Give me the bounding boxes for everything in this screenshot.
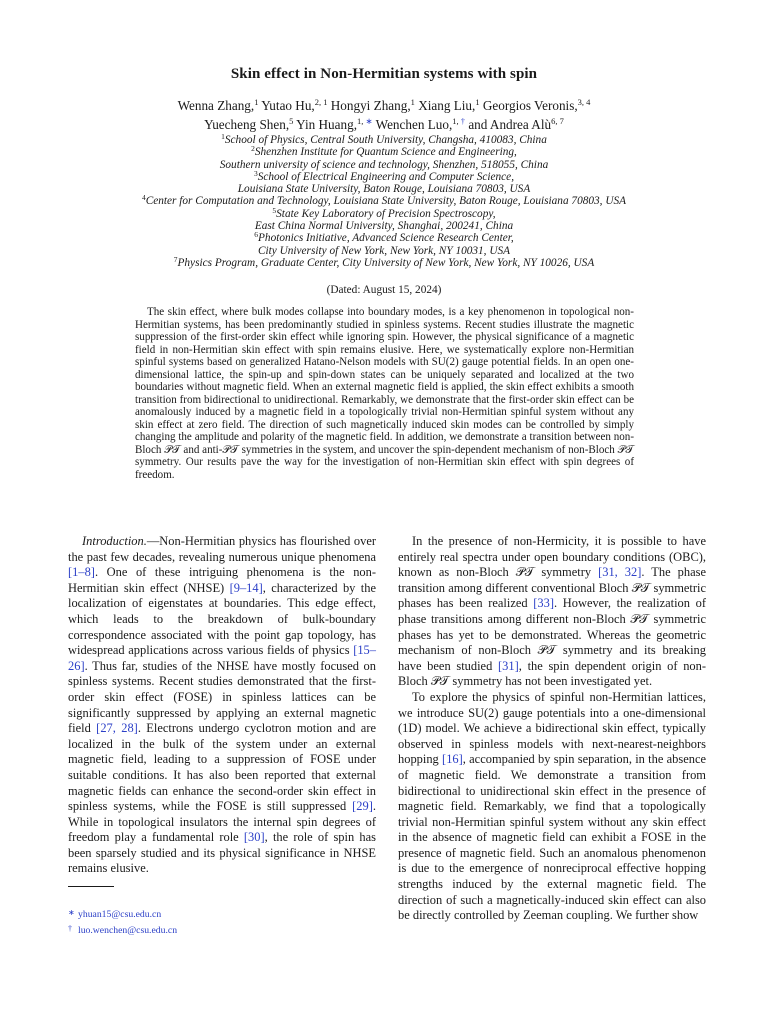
author-affiliation-mark: 1 bbox=[254, 97, 259, 107]
affiliation-text: School of Physics, Central South University, Changsha, 410083, China bbox=[224, 134, 547, 146]
footnote-email-link[interactable]: yhuan15@csu.edu.cn bbox=[78, 909, 162, 920]
citation-link[interactable]: [16] bbox=[442, 752, 463, 767]
affiliation-number: 6 bbox=[254, 230, 259, 240]
right-paragraph-1 bbox=[398, 534, 706, 690]
footnote-item bbox=[68, 922, 368, 938]
body-text: . The phase transition among different conventional Bloch 𝒫𝒯 symmetric phases has been realized bbox=[398, 565, 706, 611]
abstract bbox=[135, 306, 634, 481]
citation-link[interactable]: [9–14] bbox=[229, 580, 263, 595]
footnote-mark: † bbox=[68, 923, 72, 933]
body-text: . One of these intriguing phenomena is the non-Hermitian skin effect (NHSE) bbox=[68, 565, 376, 595]
affiliation-text: Shenzhen Institute for Quantum Science and Engineering, bbox=[254, 146, 517, 159]
right-paragraph-2 bbox=[398, 690, 706, 924]
affiliation-number: 3 bbox=[253, 168, 258, 178]
body-text: , the role of spin has been sparsely studied and its physical significance in NHSE remains elusive. bbox=[68, 830, 376, 876]
affiliation-text: Southern university of science and technology, Shenzhen, 518055, China bbox=[219, 158, 549, 171]
author-affiliation-mark: 1, † bbox=[452, 116, 466, 126]
affiliation-text: Center for Computation and Technology, Louisiana State University, Baton Rouge, Louisiana 70803, USA bbox=[145, 195, 627, 208]
affiliation-number: 1 bbox=[221, 132, 225, 141]
body-text: , the spin dependent origin of non-Bloch 𝒫𝒯 symmetry has not been investigated yet. bbox=[398, 658, 707, 689]
author-line-1 bbox=[40, 96, 728, 115]
affiliation-text: City University of New York, New York, NY 10031, USA bbox=[257, 244, 511, 257]
citation-link[interactable]: [29] bbox=[352, 799, 373, 814]
footnote-rule bbox=[68, 886, 114, 887]
corresponding-mark[interactable]: ∗ bbox=[363, 116, 373, 126]
affiliation-line bbox=[20, 195, 748, 207]
citation-link[interactable]: [1–8] bbox=[68, 565, 95, 580]
author-name: Wenchen Luo, bbox=[372, 117, 453, 132]
author-name: Xiang Liu, bbox=[414, 98, 476, 113]
author-affiliation-mark: 6, 7 bbox=[551, 116, 564, 126]
citation-link[interactable]: [33] bbox=[533, 596, 554, 611]
affiliation-number: 4 bbox=[141, 193, 146, 203]
citation-link[interactable]: [30] bbox=[243, 830, 265, 845]
affiliation-number: 7 bbox=[173, 254, 178, 264]
author-name: Yin Huang, bbox=[293, 117, 357, 132]
body-text: . However, the realization of phase transitions among different non-Bloch 𝒫𝒯 symmetric phases has yet to be demonstrated. Whereas the geometric mechanism of non-Bloch 𝒫𝒯 symmetry and its breaking have been studied bbox=[398, 596, 706, 673]
body-text: , accompanied by spin separation, in the absence of magnetic field. We demonstrate a transition from bidirectional to unidirectional skin effect in the presence of magnetic field. Remarkably, we find that a topologically trivial non-Hermitian spinful system without any skin effect in the absence of magnetic field can exhibit a FOSE in the presence of magnetic field. Such an anomalous phenomenon is due to the emergence of nonreciprocal effective hopping strengths induced by the external magnetic field. The direction of such a magnetically-induced skin effect can also be directly controlled by Zeeman coupling. We further show bbox=[398, 752, 706, 923]
body-text: —Non-Hermitian physics has flourished over the past few decades, revealing numerous unique phenomena bbox=[68, 534, 376, 564]
corresponding-mark[interactable]: † bbox=[458, 116, 466, 126]
citation-link[interactable]: [15–26] bbox=[68, 643, 376, 673]
author-affiliation-mark: 1, ∗ bbox=[357, 116, 373, 126]
affiliation-line bbox=[20, 254, 748, 269]
footnote-email-link[interactable]: luo.wenchen@csu.edu.cn bbox=[78, 924, 178, 936]
footnote-mark: ∗ bbox=[68, 908, 75, 917]
body-text: In the presence of non-Hermicity, it is possible to have entirely real spectra under open boundary conditions (OBC), known as non-Bloch 𝒫𝒯 symmetry bbox=[398, 534, 706, 580]
body-text: , characterized by the localization of eigenstates at boundaries. This edge effect, which leads to the breakdown of bulk-boundary correspondence associated with the point gap topology, has widespread applications across various fields of physics bbox=[68, 580, 376, 658]
affiliation-line bbox=[20, 134, 748, 146]
affiliation-text: School of Electrical Engineering and Computer Science, bbox=[257, 170, 515, 183]
author-name: and Andrea Alù bbox=[465, 117, 552, 132]
affiliation-number: 2 bbox=[251, 144, 255, 154]
affiliation-line bbox=[20, 146, 748, 158]
author-name: Yuecheng Shen, bbox=[204, 117, 290, 132]
affiliation-text: Photonics Initiative, Advanced Science Research Center, bbox=[258, 232, 514, 245]
author-affiliation-mark: 2, 1 bbox=[314, 97, 328, 107]
author-affiliation-mark: 1 bbox=[410, 97, 415, 107]
author-list bbox=[40, 96, 728, 134]
body-text: . Electrons undergo cyclotron motion and are localized in the bulk of the system under an external magnetic field, leading to a suppression of FOSE under suitable conditions. It has also been reported that external magnetic fields can enhance the second-order skin effect in spinless systems, while the FOSE is still suppressed bbox=[68, 721, 376, 814]
author-name: Hongyi Zhang, bbox=[327, 98, 411, 113]
author-affiliation-mark: 1 bbox=[475, 97, 480, 107]
citation-link[interactable]: [27, 28] bbox=[96, 721, 138, 736]
affiliation-line bbox=[20, 168, 748, 183]
citation-link[interactable]: [31] bbox=[498, 658, 519, 673]
affiliation-text: Louisiana State University, Baton Rouge, Louisiana 70803, USA bbox=[237, 183, 531, 196]
affiliation-line bbox=[20, 232, 748, 244]
affiliation-text: Physics Program, Graduate Center, City University of New York, New York, NY 10026, USA bbox=[177, 256, 595, 269]
affiliation-text: State Key Laboratory of Precision Spectroscopy, bbox=[276, 207, 496, 220]
date-line: (Dated: August 15, 2024) bbox=[326, 284, 442, 296]
footnotes bbox=[68, 906, 368, 937]
affiliation-line bbox=[20, 245, 748, 257]
affiliation-line bbox=[20, 205, 748, 220]
footnote-item bbox=[68, 906, 368, 922]
affiliation-line bbox=[20, 220, 748, 232]
author-affiliation-mark: 5 bbox=[289, 116, 294, 126]
affiliation-line bbox=[20, 159, 748, 171]
author-name: Georgios Veronis, bbox=[479, 98, 578, 113]
author-name: Yutao Hu, bbox=[258, 98, 315, 113]
author-name: Wenna Zhang, bbox=[177, 98, 255, 113]
affiliation-text: East China Normal University, Shanghai, 200241, China bbox=[254, 220, 514, 233]
author-line-2 bbox=[40, 115, 728, 134]
body-text: To explore the physics of spinful non-Hermitian lattices, we introduce SU(2) gauge potentials into a one-dimensional (1D) model. We achieve a bidirectional skin effect, typically observed in spinless models with next-nearest-neighbors hopping bbox=[398, 689, 706, 767]
affiliation-number: 5 bbox=[272, 205, 277, 215]
body-text: . Thus far, studies of the NHSE have mostly focused on spinless systems. Recent studies demonstrated that the first-order skin effect (FOSE) in spinless lattices can be significantly suppressed by applying an external magnetic field bbox=[68, 658, 376, 736]
left-column bbox=[68, 534, 376, 877]
affiliation-list bbox=[20, 134, 748, 269]
intro-paragraph bbox=[68, 534, 376, 877]
right-column bbox=[398, 534, 706, 924]
abstract-text: The skin effect, where bulk modes collapse into boundary modes, is a key phenomenon in topological non-Hermitian systems, has been predominantly studied in spinless systems. Recent studies illustrate the magnetic suppression of the first-order skin effect while ignoring spin. However, the physical significance of a magnetic field in non-Hermitian skin effect with spin remains elusive. Here, we systematically explore non-Hermitian spinful systems based on generalized Hatano-Nelson models with SU(2) gauge potential fields. In an open one-dimensional lattice, the spin-up and spin-down states can be uniquely separated and localized at the two boundaries without magnetic field. When an external magnetic field is applied, the skin effect exhibits a smooth transition from bidirectional to unidirectional. Remarkably, we demonstrate that the first-order skin effect can be anomalously induced by a magnetic field in a topologically trivial non-Hermitian spinful system without any skin effect at zero field. The direction of such magnetically induced skin modes can be controlled by simply changing the amplitude and polarity of the magnetic field. In addition, we demonstrate a transition between non-Bloch 𝒫𝒯 and anti-𝒫𝒯 symmetries in the system, and uncover the spin-dependent mechanism of non-Bloch 𝒫𝒯 symmetry. Our results pave the way for the investigation of non-Hermitian skin effect with spin degrees of freedom. bbox=[135, 306, 634, 481]
citation-link[interactable]: [31, 32] bbox=[598, 565, 642, 580]
paper-title: Skin effect in Non-Hermitian systems with spin bbox=[230, 66, 538, 82]
affiliation-line bbox=[20, 183, 748, 195]
author-affiliation-mark: 3, 4 bbox=[577, 97, 591, 107]
body-text: . While in topological insulators the internal spin degrees of freedom play a fundamental role bbox=[68, 799, 376, 845]
intro-label: Introduction. bbox=[82, 534, 147, 548]
